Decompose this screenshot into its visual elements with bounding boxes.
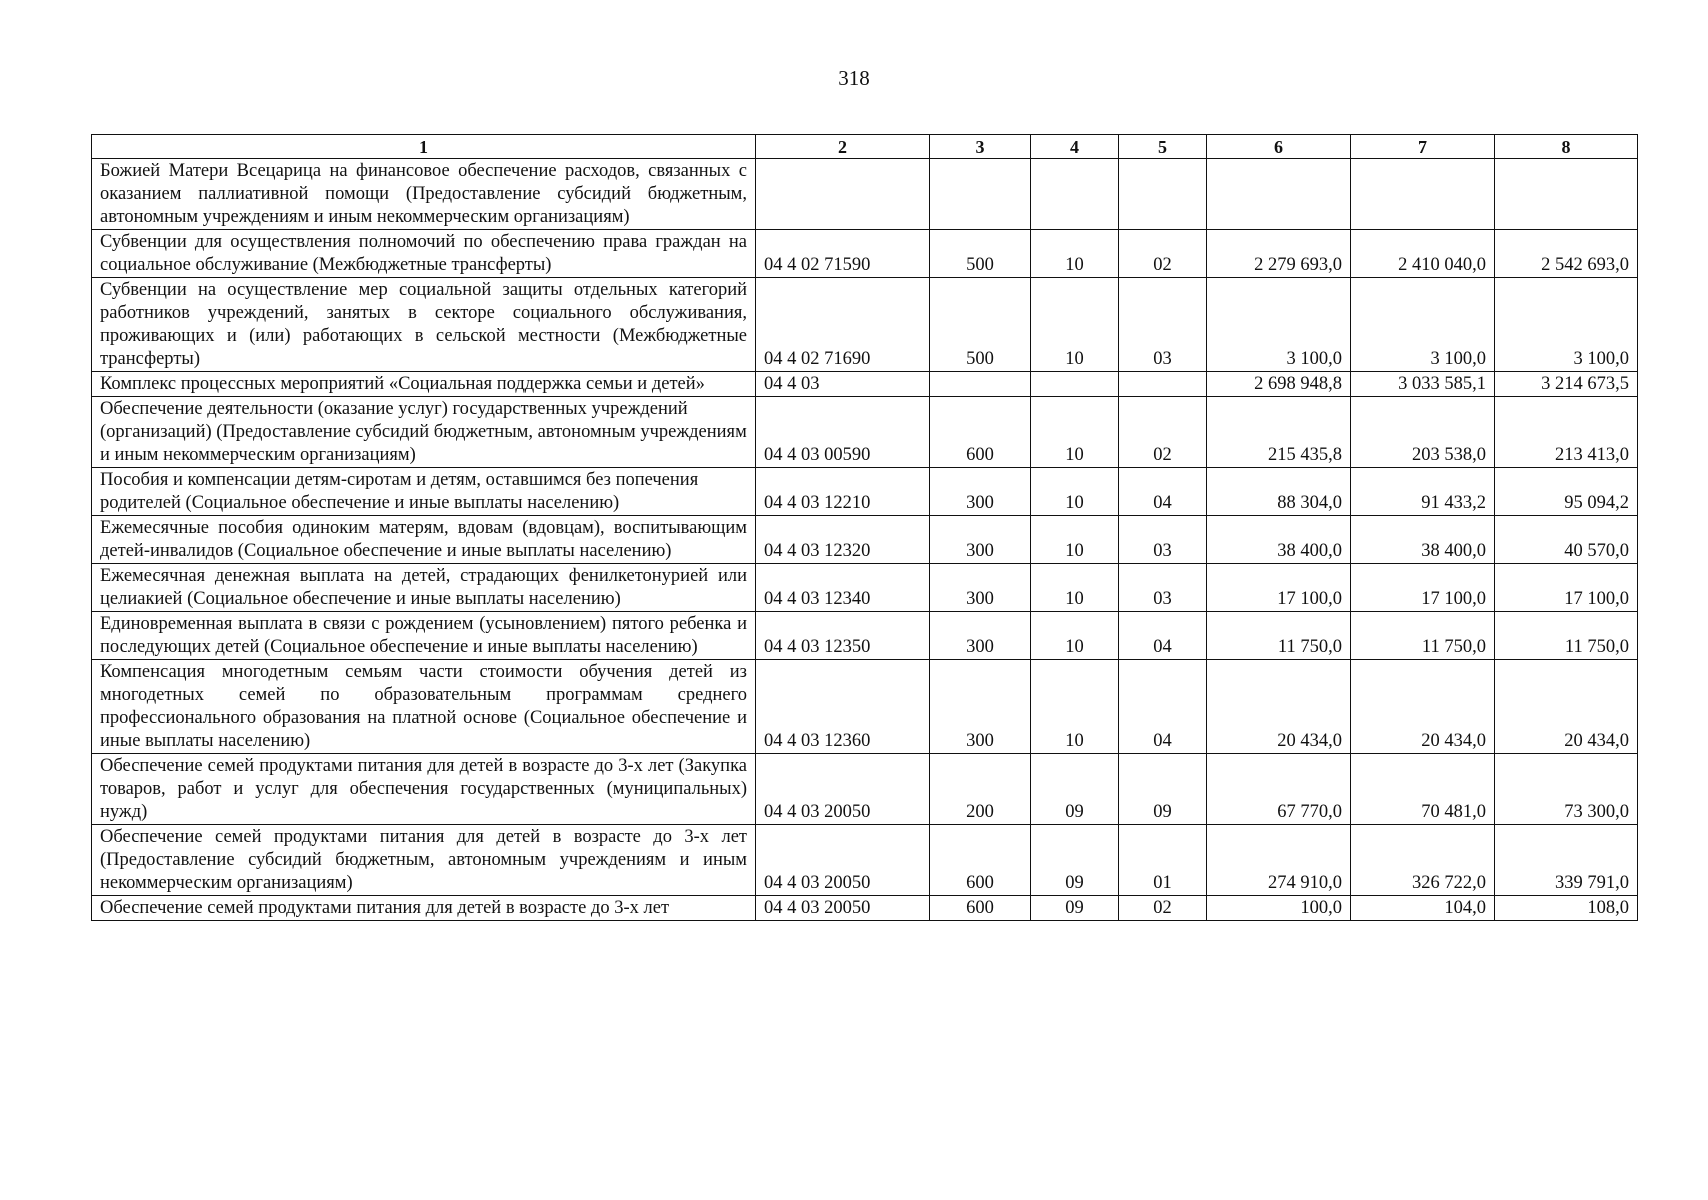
row-description: Обеспечение деятельности (оказание услуг) государственных учреждений (организаций) (Предоставление субсидий бюджетным, автономным учреждениям и иным некоммерческим организациям) [92, 397, 756, 468]
budget-code: 04 4 02 71690 [756, 278, 930, 372]
expense-type-code: 300 [930, 660, 1031, 754]
table-row [92, 754, 1638, 825]
amount-col-6: 88 304,0 [1207, 468, 1351, 516]
amount-col-7: 203 538,0 [1351, 397, 1495, 468]
amount-col-7: 326 722,0 [1351, 825, 1495, 896]
amount-col-6: 100,0 [1207, 896, 1351, 921]
row-description: Обеспечение семей продуктами питания для детей в возрасте до 3-х лет [92, 896, 756, 921]
expense-type-code: 500 [930, 230, 1031, 278]
amount-col-8: 108,0 [1495, 896, 1638, 921]
section-code: 10 [1031, 564, 1119, 612]
subsection-code: 02 [1119, 896, 1207, 921]
section-code: 10 [1031, 278, 1119, 372]
amount-col-6: 38 400,0 [1207, 516, 1351, 564]
budget-code: 04 4 02 71590 [756, 230, 930, 278]
amount-col-7: 3 100,0 [1351, 278, 1495, 372]
amount-col-6: 67 770,0 [1207, 754, 1351, 825]
amount-col-7: 38 400,0 [1351, 516, 1495, 564]
budget-code: 04 4 03 12360 [756, 660, 930, 754]
expense-type-code: 300 [930, 564, 1031, 612]
amount-col-7: 70 481,0 [1351, 754, 1495, 825]
column-header: 2 [756, 135, 930, 159]
subsection-code: 03 [1119, 516, 1207, 564]
subsection-code: 01 [1119, 825, 1207, 896]
subsection-code: 04 [1119, 468, 1207, 516]
expense-type-code: 600 [930, 397, 1031, 468]
expense-type-code: 600 [930, 825, 1031, 896]
amount-col-8: 2 542 693,0 [1495, 230, 1638, 278]
row-description: Ежемесячная денежная выплата на детей, страдающих фенилкетонурией или целиакией (Социальное обеспечение и иные выплаты населению) [92, 564, 756, 612]
budget-code: 04 4 03 12350 [756, 612, 930, 660]
budget-code [756, 159, 930, 230]
table-row [92, 896, 1638, 921]
row-description: Ежемесячные пособия одиноким матерям, вдовам (вдовцам), воспитывающим детей-инвалидов (Социальное обеспечение и иные выплаты населению) [92, 516, 756, 564]
section-code: 10 [1031, 468, 1119, 516]
subsection-code: 04 [1119, 660, 1207, 754]
column-header: 5 [1119, 135, 1207, 159]
section-code: 09 [1031, 825, 1119, 896]
budget-code: 04 4 03 12210 [756, 468, 930, 516]
subsection-code [1119, 159, 1207, 230]
amount-col-6: 215 435,8 [1207, 397, 1351, 468]
table-row [92, 564, 1638, 612]
amount-col-7: 20 434,0 [1351, 660, 1495, 754]
row-description: Комплекс процессных мероприятий «Социальная поддержка семьи и детей» [92, 372, 756, 397]
amount-col-6: 3 100,0 [1207, 278, 1351, 372]
budget-code: 04 4 03 [756, 372, 930, 397]
expense-type-code: 500 [930, 278, 1031, 372]
row-description: Обеспечение семей продуктами питания для детей в возрасте до 3-х лет (Закупка товаров, работ и услуг для обеспечения государственных (муниципальных) нужд) [92, 754, 756, 825]
section-code [1031, 159, 1119, 230]
row-description: Компенсация многодетным семьям части стоимости обучения детей из многодетных семей по образовательным программам среднего профессионального образования на платной основе (Социальное обеспечение и иные выплаты населению) [92, 660, 756, 754]
amount-col-7: 91 433,2 [1351, 468, 1495, 516]
amount-col-6: 2 698 948,8 [1207, 372, 1351, 397]
subsection-code [1119, 372, 1207, 397]
section-code: 09 [1031, 896, 1119, 921]
amount-col-8: 213 413,0 [1495, 397, 1638, 468]
subsection-code: 03 [1119, 278, 1207, 372]
row-description: Субвенции для осуществления полномочий по обеспечению права граждан на социальное обслуживание (Межбюджетные трансферты) [92, 230, 756, 278]
table-row [92, 660, 1638, 754]
row-description: Пособия и компенсации детям-сиротам и детям, оставшимся без попечения родителей (Социальное обеспечение и иные выплаты населению) [92, 468, 756, 516]
table-row [92, 516, 1638, 564]
expense-type-code [930, 159, 1031, 230]
column-header: 7 [1351, 135, 1495, 159]
subsection-code: 03 [1119, 564, 1207, 612]
page-number: 318 [838, 66, 870, 90]
table-row [92, 159, 1638, 230]
amount-col-6: 20 434,0 [1207, 660, 1351, 754]
amount-col-6: 274 910,0 [1207, 825, 1351, 896]
subsection-code: 02 [1119, 230, 1207, 278]
amount-col-8: 11 750,0 [1495, 612, 1638, 660]
budget-code: 04 4 03 20050 [756, 754, 930, 825]
table-row [92, 612, 1638, 660]
table-row [92, 278, 1638, 372]
row-description: Обеспечение семей продуктами питания для детей в возрасте до 3-х лет (Предоставление субсидий бюджетным, автономным учреждениям и иным некоммерческим организациям) [92, 825, 756, 896]
amount-col-8: 17 100,0 [1495, 564, 1638, 612]
amount-col-8: 95 094,2 [1495, 468, 1638, 516]
subsection-code: 09 [1119, 754, 1207, 825]
subsection-code: 02 [1119, 397, 1207, 468]
row-description: Единовременная выплата в связи с рождением (усыновлением) пятого ребенка и последующих детей (Социальное обеспечение и иные выплаты населению) [92, 612, 756, 660]
amount-col-8: 20 434,0 [1495, 660, 1638, 754]
row-description: Субвенции на осуществление мер социальной защиты отдельных категорий работников учреждений, занятых в секторе социального обслуживания, проживающих и (или) работающих в сельской местности (Межбюджетные трансферты) [92, 278, 756, 372]
section-code: 10 [1031, 516, 1119, 564]
amount-col-8 [1495, 159, 1638, 230]
amount-col-8: 73 300,0 [1495, 754, 1638, 825]
budget-code: 04 4 03 12320 [756, 516, 930, 564]
section-code [1031, 372, 1119, 397]
budget-code: 04 4 03 20050 [756, 896, 930, 921]
table-row [92, 825, 1638, 896]
section-code: 10 [1031, 660, 1119, 754]
amount-col-6: 2 279 693,0 [1207, 230, 1351, 278]
amount-col-7: 17 100,0 [1351, 564, 1495, 612]
column-header: 1 [92, 135, 756, 159]
amount-col-6: 17 100,0 [1207, 564, 1351, 612]
column-header: 4 [1031, 135, 1119, 159]
column-header: 3 [930, 135, 1031, 159]
table-body [92, 159, 1638, 921]
budget-code: 04 4 03 20050 [756, 825, 930, 896]
section-code: 10 [1031, 612, 1119, 660]
table-row [92, 372, 1638, 397]
section-code: 10 [1031, 230, 1119, 278]
expense-type-code: 600 [930, 896, 1031, 921]
column-header: 6 [1207, 135, 1351, 159]
budget-code: 04 4 03 12340 [756, 564, 930, 612]
expense-type-code: 300 [930, 516, 1031, 564]
table-row [92, 468, 1638, 516]
section-code: 09 [1031, 754, 1119, 825]
amount-col-8: 3 100,0 [1495, 278, 1638, 372]
amount-col-8: 40 570,0 [1495, 516, 1638, 564]
expense-type-code [930, 372, 1031, 397]
subsection-code: 04 [1119, 612, 1207, 660]
amount-col-7: 104,0 [1351, 896, 1495, 921]
amount-col-7: 3 033 585,1 [1351, 372, 1495, 397]
table-header-row [92, 135, 1638, 159]
amount-col-7: 11 750,0 [1351, 612, 1495, 660]
table-row [92, 397, 1638, 468]
amount-col-7: 2 410 040,0 [1351, 230, 1495, 278]
table-row [92, 230, 1638, 278]
amount-col-7 [1351, 159, 1495, 230]
budget-table [91, 134, 1638, 921]
amount-col-8: 339 791,0 [1495, 825, 1638, 896]
budget-code: 04 4 03 00590 [756, 397, 930, 468]
amount-col-6 [1207, 159, 1351, 230]
amount-col-6: 11 750,0 [1207, 612, 1351, 660]
column-header: 8 [1495, 135, 1638, 159]
expense-type-code: 200 [930, 754, 1031, 825]
row-description: Божией Матери Всецарица на финансовое обеспечение расходов, связанных с оказанием паллиативной помощи (Предоставление субсидий бюджетным, автономным учреждениям и иным некоммерческим организациям) [92, 159, 756, 230]
expense-type-code: 300 [930, 468, 1031, 516]
amount-col-8: 3 214 673,5 [1495, 372, 1638, 397]
section-code: 10 [1031, 397, 1119, 468]
expense-type-code: 300 [930, 612, 1031, 660]
